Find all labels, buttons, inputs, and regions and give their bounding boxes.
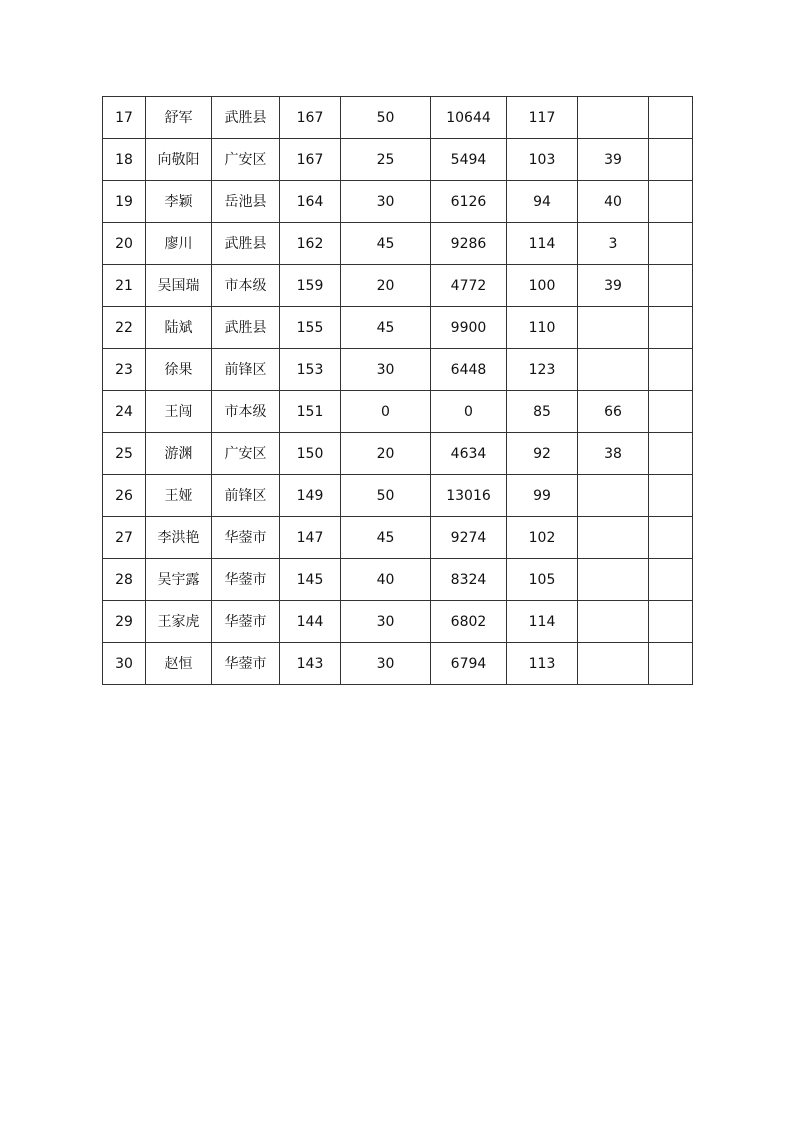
value-d-cell: 117 <box>507 97 578 139</box>
value-e-cell <box>578 475 649 517</box>
rank-cell: 28 <box>103 559 146 601</box>
value-b-cell: 45 <box>341 307 431 349</box>
value-b-cell: 50 <box>341 97 431 139</box>
table-row <box>103 265 693 307</box>
table-row <box>103 517 693 559</box>
value-a-cell: 145 <box>280 559 341 601</box>
value-f-cell <box>649 475 693 517</box>
value-e-cell: 39 <box>578 265 649 307</box>
value-f-cell <box>649 559 693 601</box>
rank-cell: 22 <box>103 307 146 349</box>
rank-cell: 26 <box>103 475 146 517</box>
value-d-cell: 102 <box>507 517 578 559</box>
value-a-cell: 159 <box>280 265 341 307</box>
name-cell: 向敬阳 <box>146 139 212 181</box>
value-a-cell: 147 <box>280 517 341 559</box>
value-e-cell <box>578 601 649 643</box>
table-row <box>103 307 693 349</box>
value-c-cell: 9286 <box>431 223 507 265</box>
value-a-cell: 144 <box>280 601 341 643</box>
value-a-cell: 151 <box>280 391 341 433</box>
name-cell: 李洪艳 <box>146 517 212 559</box>
value-a-cell: 162 <box>280 223 341 265</box>
rank-cell: 29 <box>103 601 146 643</box>
value-b-cell: 50 <box>341 475 431 517</box>
value-f-cell <box>649 265 693 307</box>
value-a-cell: 155 <box>280 307 341 349</box>
table-row <box>103 349 693 391</box>
value-f-cell <box>649 181 693 223</box>
value-d-cell: 114 <box>507 223 578 265</box>
rank-cell: 20 <box>103 223 146 265</box>
value-c-cell: 9900 <box>431 307 507 349</box>
name-cell: 廖川 <box>146 223 212 265</box>
table-row <box>103 139 693 181</box>
value-b-cell: 45 <box>341 223 431 265</box>
value-d-cell: 123 <box>507 349 578 391</box>
rank-cell: 23 <box>103 349 146 391</box>
value-b-cell: 25 <box>341 139 431 181</box>
value-f-cell <box>649 601 693 643</box>
district-cell: 华蓥市 <box>212 601 280 643</box>
rank-cell: 17 <box>103 97 146 139</box>
value-d-cell: 94 <box>507 181 578 223</box>
rank-cell: 24 <box>103 391 146 433</box>
value-c-cell: 5494 <box>431 139 507 181</box>
rank-cell: 30 <box>103 643 146 685</box>
value-f-cell <box>649 223 693 265</box>
value-c-cell: 6794 <box>431 643 507 685</box>
value-b-cell: 30 <box>341 601 431 643</box>
value-d-cell: 113 <box>507 643 578 685</box>
value-c-cell: 4634 <box>431 433 507 475</box>
value-b-cell: 45 <box>341 517 431 559</box>
ranking-table <box>102 96 693 685</box>
name-cell: 徐果 <box>146 349 212 391</box>
value-a-cell: 143 <box>280 643 341 685</box>
value-c-cell: 6448 <box>431 349 507 391</box>
table-row <box>103 643 693 685</box>
value-b-cell: 30 <box>341 643 431 685</box>
district-cell: 华蓥市 <box>212 517 280 559</box>
value-f-cell <box>649 307 693 349</box>
rank-cell: 27 <box>103 517 146 559</box>
value-b-cell: 20 <box>341 433 431 475</box>
name-cell: 赵恒 <box>146 643 212 685</box>
value-e-cell <box>578 307 649 349</box>
district-cell: 武胜县 <box>212 97 280 139</box>
table-row <box>103 475 693 517</box>
value-a-cell: 164 <box>280 181 341 223</box>
value-b-cell: 30 <box>341 349 431 391</box>
value-b-cell: 20 <box>341 265 431 307</box>
value-a-cell: 167 <box>280 139 341 181</box>
value-f-cell <box>649 643 693 685</box>
value-f-cell <box>649 349 693 391</box>
value-b-cell: 30 <box>341 181 431 223</box>
value-f-cell <box>649 97 693 139</box>
name-cell: 游渊 <box>146 433 212 475</box>
value-e-cell <box>578 97 649 139</box>
value-a-cell: 150 <box>280 433 341 475</box>
value-f-cell <box>649 391 693 433</box>
district-cell: 市本级 <box>212 265 280 307</box>
value-e-cell: 3 <box>578 223 649 265</box>
value-b-cell: 0 <box>341 391 431 433</box>
table-row <box>103 601 693 643</box>
value-d-cell: 114 <box>507 601 578 643</box>
name-cell: 吴宇露 <box>146 559 212 601</box>
name-cell: 王娅 <box>146 475 212 517</box>
table-row <box>103 97 693 139</box>
district-cell: 岳池县 <box>212 181 280 223</box>
value-d-cell: 105 <box>507 559 578 601</box>
value-c-cell: 6126 <box>431 181 507 223</box>
value-d-cell: 99 <box>507 475 578 517</box>
value-d-cell: 110 <box>507 307 578 349</box>
value-a-cell: 167 <box>280 97 341 139</box>
value-e-cell: 38 <box>578 433 649 475</box>
district-cell: 市本级 <box>212 391 280 433</box>
table-row <box>103 223 693 265</box>
name-cell: 吴国瑞 <box>146 265 212 307</box>
rank-cell: 25 <box>103 433 146 475</box>
district-cell: 华蓥市 <box>212 643 280 685</box>
value-c-cell: 4772 <box>431 265 507 307</box>
value-a-cell: 153 <box>280 349 341 391</box>
value-f-cell <box>649 433 693 475</box>
value-f-cell <box>649 139 693 181</box>
table-row <box>103 433 693 475</box>
value-d-cell: 92 <box>507 433 578 475</box>
value-e-cell: 39 <box>578 139 649 181</box>
value-f-cell <box>649 517 693 559</box>
rank-cell: 19 <box>103 181 146 223</box>
district-cell: 武胜县 <box>212 223 280 265</box>
value-e-cell <box>578 559 649 601</box>
name-cell: 王闯 <box>146 391 212 433</box>
name-cell: 陆斌 <box>146 307 212 349</box>
name-cell: 王家虎 <box>146 601 212 643</box>
value-c-cell: 6802 <box>431 601 507 643</box>
district-cell: 广安区 <box>212 433 280 475</box>
value-d-cell: 103 <box>507 139 578 181</box>
value-d-cell: 85 <box>507 391 578 433</box>
rank-cell: 18 <box>103 139 146 181</box>
district-cell: 华蓥市 <box>212 559 280 601</box>
district-cell: 前锋区 <box>212 475 280 517</box>
value-b-cell: 40 <box>341 559 431 601</box>
rank-cell: 21 <box>103 265 146 307</box>
district-cell: 前锋区 <box>212 349 280 391</box>
value-e-cell <box>578 517 649 559</box>
value-e-cell <box>578 349 649 391</box>
table-row <box>103 559 693 601</box>
table-body <box>103 97 693 685</box>
value-c-cell: 9274 <box>431 517 507 559</box>
value-c-cell: 13016 <box>431 475 507 517</box>
table-row <box>103 181 693 223</box>
value-d-cell: 100 <box>507 265 578 307</box>
table-row <box>103 391 693 433</box>
name-cell: 李颖 <box>146 181 212 223</box>
value-c-cell: 0 <box>431 391 507 433</box>
value-c-cell: 8324 <box>431 559 507 601</box>
district-cell: 武胜县 <box>212 307 280 349</box>
value-e-cell: 66 <box>578 391 649 433</box>
value-e-cell <box>578 643 649 685</box>
value-e-cell: 40 <box>578 181 649 223</box>
name-cell: 舒军 <box>146 97 212 139</box>
value-c-cell: 10644 <box>431 97 507 139</box>
district-cell: 广安区 <box>212 139 280 181</box>
value-a-cell: 149 <box>280 475 341 517</box>
